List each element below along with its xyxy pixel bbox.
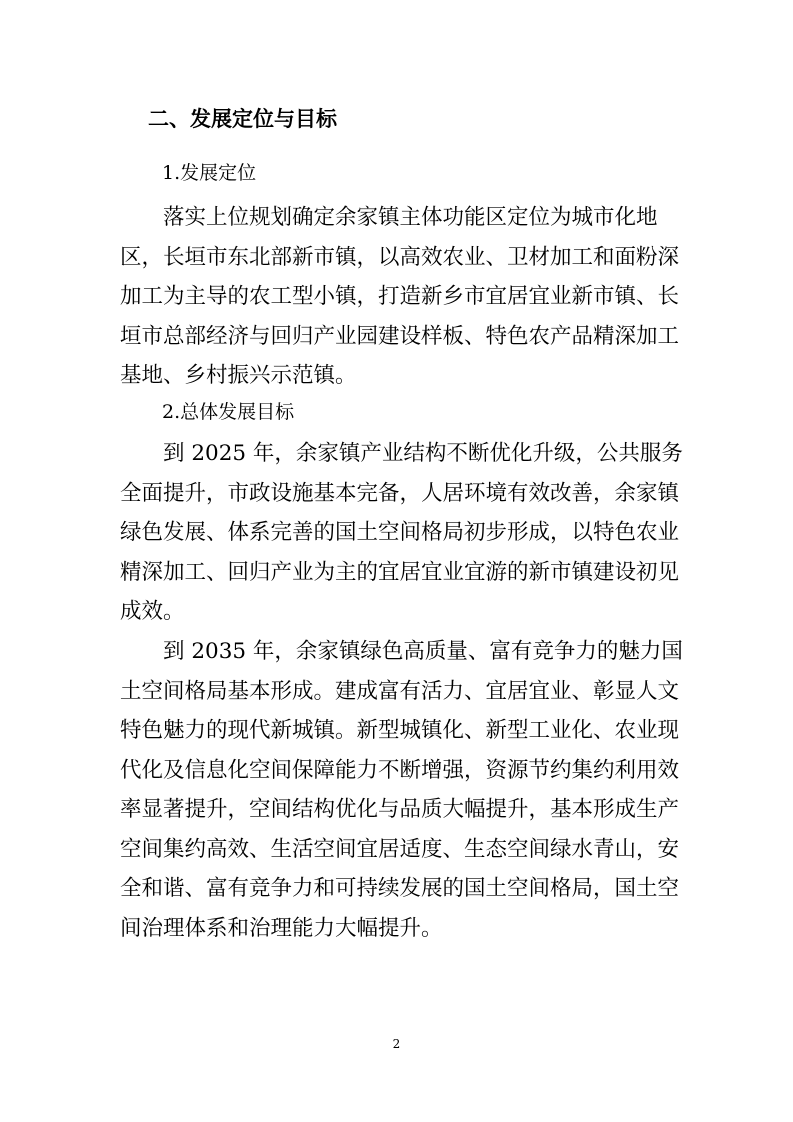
paragraph-line: 土空间格局基本形成。建成富有活力、宜居宜业、彰显人文 [120, 678, 680, 704]
paragraph-line: 到 2025 年，余家镇产业结构不断优化升级，公共服务 [163, 441, 683, 466]
paragraph-line: 精深加工、回归产业为主的宜居宜业宜游的新市镇建设初见 [120, 559, 680, 585]
paragraph-line: 率显著提升，空间结构优化与品质大幅提升，基本形成生产 [120, 797, 680, 822]
paragraph-line: 落实上位规划确定余家镇主体功能区定位为城市化地 [163, 205, 658, 230]
paragraph-line: 加工为主导的农工型小镇，打造新乡市宜居宜业新市镇、长 [120, 284, 680, 309]
paragraph-line: 基地、乡村振兴示范镇。 [120, 363, 357, 388]
paragraph-line: 全和谐、富有竞争力和可持续发展的国土空间格局，国土空 [120, 876, 680, 901]
paragraph-line: 代化及信息化空间保障能力不断增强，资源节约集约利用效 [120, 757, 680, 783]
paragraph-line: 到 2035 年，余家镇绿色高质量、富有竞争力的魅力国 [163, 639, 683, 664]
subsection-title-positioning: 1.发展定位 [162, 162, 257, 184]
paragraph-line: 全面提升，市政设施基本完备，人居环境有效改善，余家镇 [120, 480, 680, 506]
paragraph-line: 垣市总部经济与回归产业园建设样板、特色农产品精深加工 [120, 323, 680, 349]
paragraph-positioning [120, 198, 680, 396]
paragraph-line: 间治理体系和治理能力大幅提升。 [120, 915, 443, 941]
paragraph-goal-2025 [120, 434, 683, 632]
paragraph-line: 特色魅力的现代新城镇。新型城镇化、新型工业化、农业现 [120, 718, 680, 743]
paragraph-line: 绿色发展、体系完善的国土空间格局初步形成，以特色农业 [120, 520, 680, 545]
paragraph-goal-2035 [120, 632, 683, 948]
paragraph-line: 区，长垣市东北部新市镇，以高效农业、卫材加工和面粉深 [120, 244, 680, 270]
page-number: 2 [392, 1037, 401, 1051]
section-heading: 二、发展定位与目标 [148, 107, 337, 131]
paragraph-line: 空间集约高效、生活空间宜居适度、生态空间绿水青山，安 [120, 836, 680, 862]
paragraph-line: 成效。 [120, 599, 185, 624]
subsection-title-goals: 2.总体发展目标 [162, 401, 295, 423]
